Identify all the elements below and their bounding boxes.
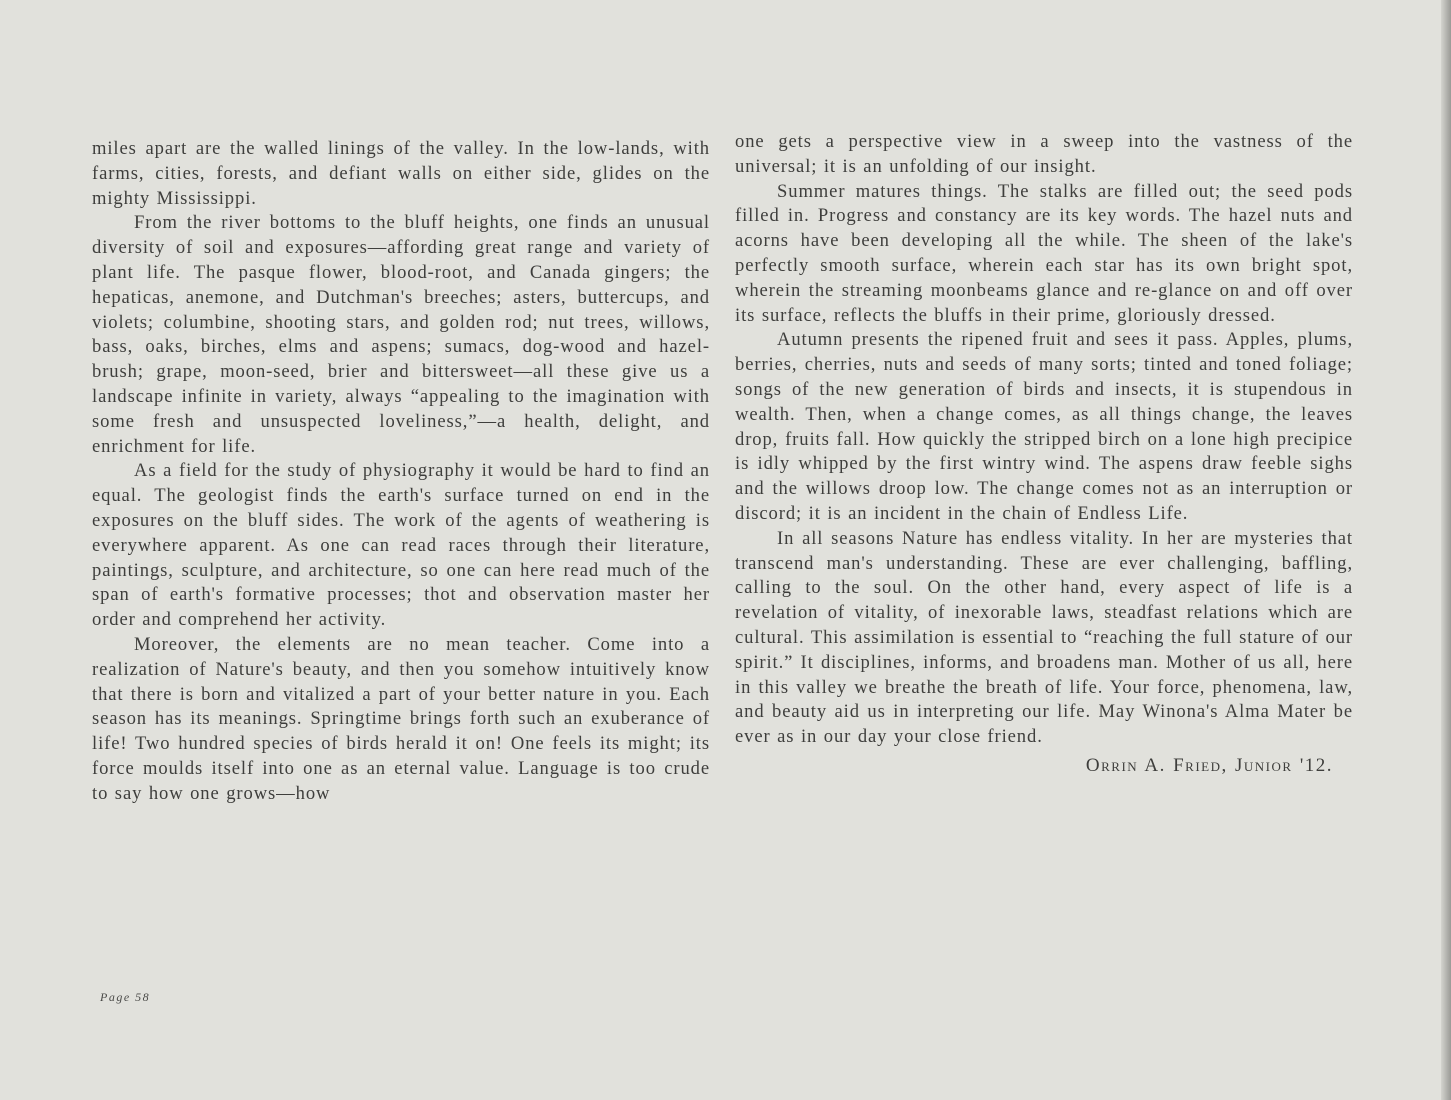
paragraph-elements-teacher: Moreover, the elements are no mean teacher. Come into a realization of Nature's beauty, and then you somehow intuitively know that there is born and vitalized a part of your better nature in you. Each season has its meanings. Springtime brings forth such an exuberance of life! Two hundred species of birds herald it on! One feels its might; its force moulds itself into one as an eternal value. Language is too crude to say how one grows—how (92, 633, 710, 804)
paragraph-continuation: miles apart are the walled linings of the valley. In the low-lands, with farms, cities, forests, and defiant walls on either side, glides on the mighty Mississippi. (92, 138, 710, 209)
page-edge-shadow (1441, 0, 1451, 1100)
paragraph-physiography: As a field for the study of physiography it would be hard to find an equal. The geologist finds the earth's surface turned on end in the exposures on the bluff sides. The work of the agents of weathering is everywhere apparent. As one can read races through their literature, paintings, sculpture, and architecture, so one can here read much of the span of earth's formative processes; thot and observation master her order and comprehend her activity. (92, 460, 710, 631)
page-number: Page 58 (100, 990, 151, 1004)
paragraph-autumn: Autumn presents the ripened fruit and sees it pass. Apples, plums, berries, cherries, nuts and seeds of many sorts; tinted and toned foliage; songs of the new generation of birds and insects, it is stupendous in wealth. Then, when a change comes, as all things change, the leaves drop, fruits fall. How quickly the stripped birch on a lone high precipice is idly whipped by the first wintry wind. The aspens draw feeble sighs and the willows droop low. The change comes not as an interruption or discord; it is an incident in the chain of Endless Life. (735, 329, 1353, 524)
left-text-column (92, 137, 710, 807)
paragraph-all-seasons: In all seasons Nature has endless vitality. In her are mysteries that transcend man's understanding. These are ever challenging, baffling, calling to the soul. On the other hand, every aspect of life is a revelation of vitality, of inexorable laws, steadfast relations which are cultural. This assimilation is essential to “reaching the full stature of our spirit.” It disciplines, informs, and broadens man. Mother of us all, here in this valley we breathe the breath of life. Your force, phenomena, law, and beauty aid us in interpreting our life. May Winona's Alma Mater be ever as in our day your close friend. (735, 527, 1353, 748)
paragraph-plant-life: From the river bottoms to the bluff heights, one finds an unusual diversity of soil and exposures—affording great range and variety of plant life. The pasque flower, blood-root, and Canada gingers; the hepaticas, anemone, and Dutchman's breeches; asters, buttercups, and violets; columbine, shooting stars, and golden rod; nut trees, willows, bass, oaks, birches, elms and aspens; sumacs, dog-wood and hazel-brush; grape, moon-seed, brier and bittersweet—all these give us a landscape infinite in variety, always “appealing to the imagination with some fresh and unsuspected loveliness,”—a health, delight, and enrichment for life. (92, 212, 710, 457)
right-text-column (735, 130, 1353, 779)
paragraph-perspective: one gets a perspective view in a sweep into the vastness of the universal; it is an unfolding of our insight. (735, 131, 1353, 177)
paragraph-summer: Summer matures things. The stalks are filled out; the seed pods filled in. Progress and constancy are its key words. The hazel nuts and acorns have been developing all the while. The sheen of the lake's perfectly smooth surface, wherein each star has its own bright spot, wherein the streaming moonbeams glance and re-glance on and off over its surface, reflects the bluffs in their prime, gloriously dressed. (735, 180, 1353, 326)
author-signature: Orrin A. Fried, Junior '12. (1085, 754, 1333, 776)
